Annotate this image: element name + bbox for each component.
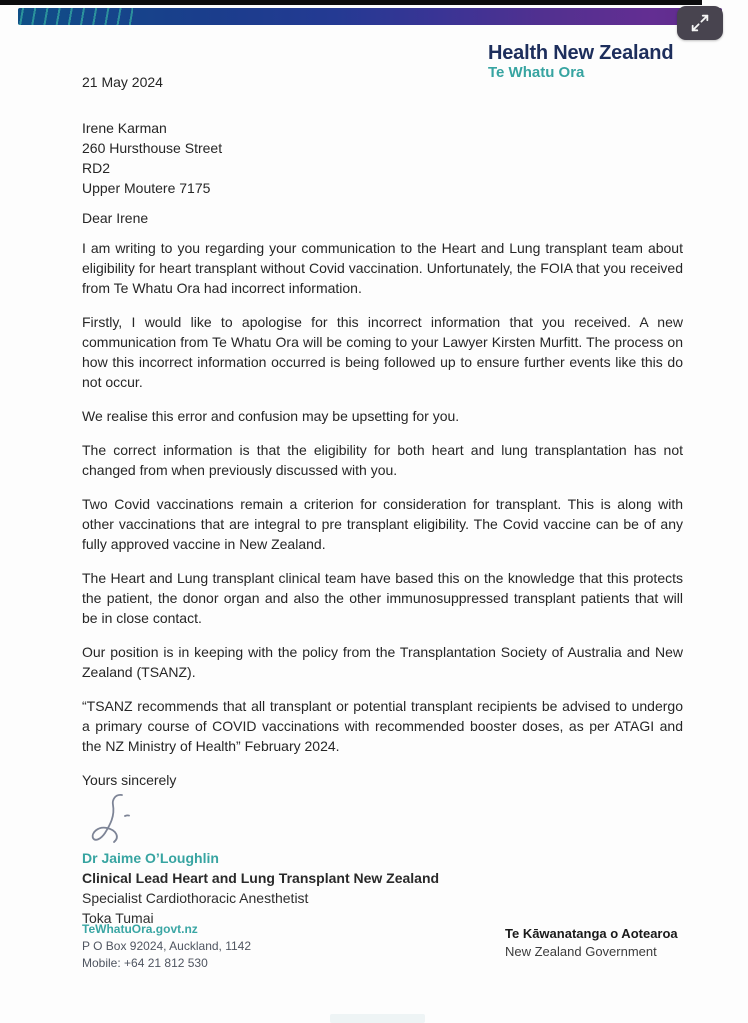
top-black-strip <box>0 0 702 5</box>
recipient-rd: RD2 <box>82 160 111 176</box>
recipient-name: Irene Karman <box>82 120 167 136</box>
paragraph: The correct information is that the eligibility for both heart and lung transplantation has not changed from when previously discussed with you. <box>82 442 683 478</box>
expand-button[interactable] <box>677 6 723 40</box>
recipient-address-block <box>82 118 683 198</box>
signatory-name: Dr Jaime O’Loughlin <box>82 850 219 866</box>
handwritten-signature-icon <box>88 792 683 848</box>
recipient-street: 260 Hursthouse Street <box>82 140 223 156</box>
paragraph: Firstly, I would like to apologise for this incorrect information that you received. A new communication from Te Whatu Ora will be coming to your Lawyer Kirsten Murfitt. The process on how this incorrect information occurred is being followed up to ensure further events like this do not occur. <box>82 314 683 390</box>
govt-english-name: New Zealand Government <box>505 944 657 959</box>
letter-body <box>82 72 683 928</box>
logo-english-name: Health New Zealand <box>488 42 674 64</box>
signatory-block <box>82 848 683 928</box>
recipient-town: Upper Moutere 7175 <box>82 180 211 196</box>
paragraph: Our position is in keeping with the policy from the Transplantation Society of Australia and New Zealand (TSANZ). <box>82 644 683 680</box>
koru-stripe-pattern <box>18 8 133 25</box>
paragraph: Two Covid vaccinations remain a criterion for consideration for transplant. This is along with other vaccinations that are integral to pre transplant eligibility. The Covid vaccine can be of any fully approved vaccine in New Zealand. <box>82 496 683 552</box>
footer-website: TeWhatuOra.govt.nz <box>82 922 198 936</box>
signatory-site: Toka Tumai <box>82 910 154 926</box>
brand-gradient-bar <box>18 8 722 25</box>
paragraph: I am writing to you regarding your communication to the Heart and Lung transplant team about eligibility for heart transplant without Covid vaccination. Unfortunately, the FOIA that you received from Te Whatu Ora had incorrect information. <box>82 240 683 296</box>
signatory-role: Clinical Lead Heart and Lung Transplant New Zealand <box>82 870 440 886</box>
expand-arrows-icon <box>689 12 711 34</box>
footer-mobile: Mobile: +64 21 812 530 <box>82 956 208 970</box>
footer-contact-block <box>82 921 251 972</box>
paragraph: We realise this error and confusion may be upsetting for you. <box>82 408 460 424</box>
govt-maori-name: Te Kāwanatanga o Aotearoa <box>505 926 678 941</box>
paragraph: “TSANZ recommends that all transplant or potential transplant recipients be advised to undergo a primary course of COVID vaccinations with recommended booster doses, as per ATAGI and the NZ Ministry of Health” February 2024. <box>82 698 683 754</box>
bottom-fade-artifact <box>330 1014 425 1023</box>
letter-date: 21 May 2024 <box>82 74 163 90</box>
signatory-specialty: Specialist Cardiothoracic Anesthetist <box>82 890 309 906</box>
logo-maori-name: Te Whatu Ora <box>488 64 585 81</box>
salutation: Dear Irene <box>82 210 149 226</box>
nz-government-block <box>505 925 678 961</box>
footer-po-box: P O Box 92024, Auckland, 1142 <box>82 939 252 953</box>
closing-line: Yours sincerely <box>82 772 177 788</box>
paragraph: The Heart and Lung transplant clinical team have based this on the knowledge that this protects the patient, the donor organ and also the other immunosuppressed transplant patients that will be in close contact. <box>82 570 683 626</box>
